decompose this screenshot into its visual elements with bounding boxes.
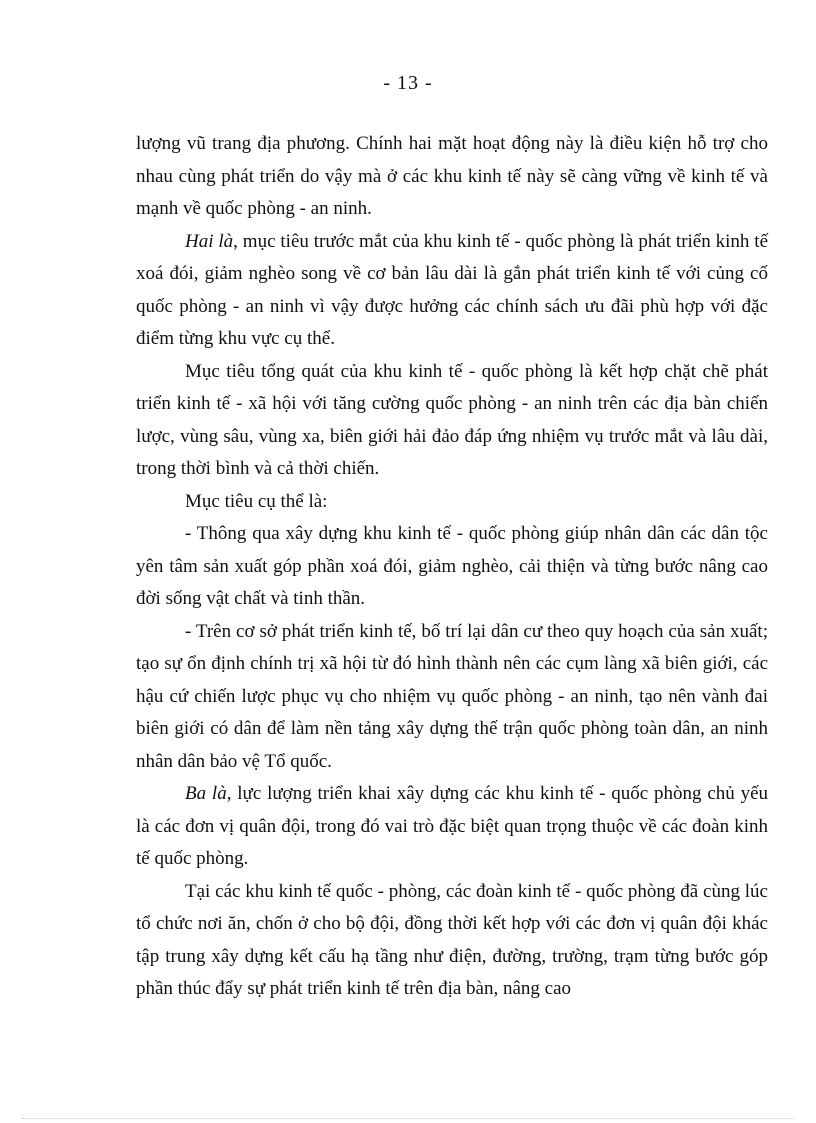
paragraph-text: lượng vũ trang địa phương. Chính hai mặt hoạt động này là điều kiện hỗ trợ cho nhau cùng phát triển do vậy mà ở các khu kinh tế này sẽ càng vững về kinh tế và mạnh về quốc phòng - an ninh. [136,133,768,219]
paragraph [136,616,768,779]
paragraph-lead: Hai là [185,230,234,252]
footer-divider [22,1118,794,1119]
paragraph [136,128,768,226]
paragraph-text: Tại các khu kinh tế quốc - phòng, các đoàn kinh tế - quốc phòng đã cùng lúc tổ chức nơi ăn, chốn ở cho bộ đội, đồng thời kết hợp với các đơn vị quân đội khác tập trung xây dựng kết cấu hạ tầng như điện, đường, trường, trạm từng bước góp phần thúc đẩy sự phát triển kinh tế trên địa bàn, nâng cao [136,880,768,999]
paragraph-text: , lực lượng triển khai xây dựng các khu kinh tế - quốc phòng chủ yếu là các đơn vị quân đội, trong đó vai trò đặc biệt quan trọng thuộc về các đoàn kinh tế quốc phòng. [136,783,768,869]
paragraph-text: Mục tiêu tổng quát của khu kinh tế - quốc phòng là kết hợp chặt chẽ phát triển kinh tế - xã hội với tăng cường quốc phòng - an ninh trên các địa bàn chiến lược, vùng sâu, vùng xa, biên giới hải đảo đáp ứng nhiệm vụ trước mắt và lâu dài, trong thời bình và cả thời chiến. [136,360,768,479]
paragraph [136,356,768,486]
paragraph [136,486,768,519]
paragraph-lead: Ba là [185,783,227,804]
paragraph-text: - Thông qua xây dựng khu kinh tế - quốc phòng giúp nhân dân các dân tộc yên tâm sản xuất góp phần xoá đói, giảm nghèo, cải thiện và từng bước nâng cao đời sống vật chất và tinh thần. [136,523,768,609]
paragraph-text: - Trên cơ sở phát triển kinh tế, bố trí lại dân cư theo quy hoạch của sản xuất; tạo sự ổn định chính trị xã hội từ đó hình thành nên các cụm làng xã biên giới, các hậu cứ chiến lược phục vụ cho nhiệm vụ quốc phòng - an ninh, tạo nên vành đai biên giới có dân để làm nền tảng xây dựng thế trận quốc phòng toàn dân, an ninh nhân dân bảo vệ Tổ quốc. [136,620,768,772]
paragraph-text: Mục tiêu cụ thể là: [185,490,328,512]
paragraph-text: , mục tiêu trước mắt của khu kinh tế - quốc phòng là phát triển kinh tế xoá đói, giảm nghèo song về cơ bản lâu dài là gắn phát triển kinh tế với củng cố quốc phòng - an ninh vì vậy được hưởng các chính sách ưu đãi phù hợp với đặc điểm từng khu vực cụ thể. [136,230,768,349]
paragraph [136,518,768,616]
paragraph [136,876,768,1006]
body-text [136,128,768,1006]
paragraph [136,778,768,876]
paragraph [136,226,768,356]
page-number: - 13 - [383,72,433,94]
